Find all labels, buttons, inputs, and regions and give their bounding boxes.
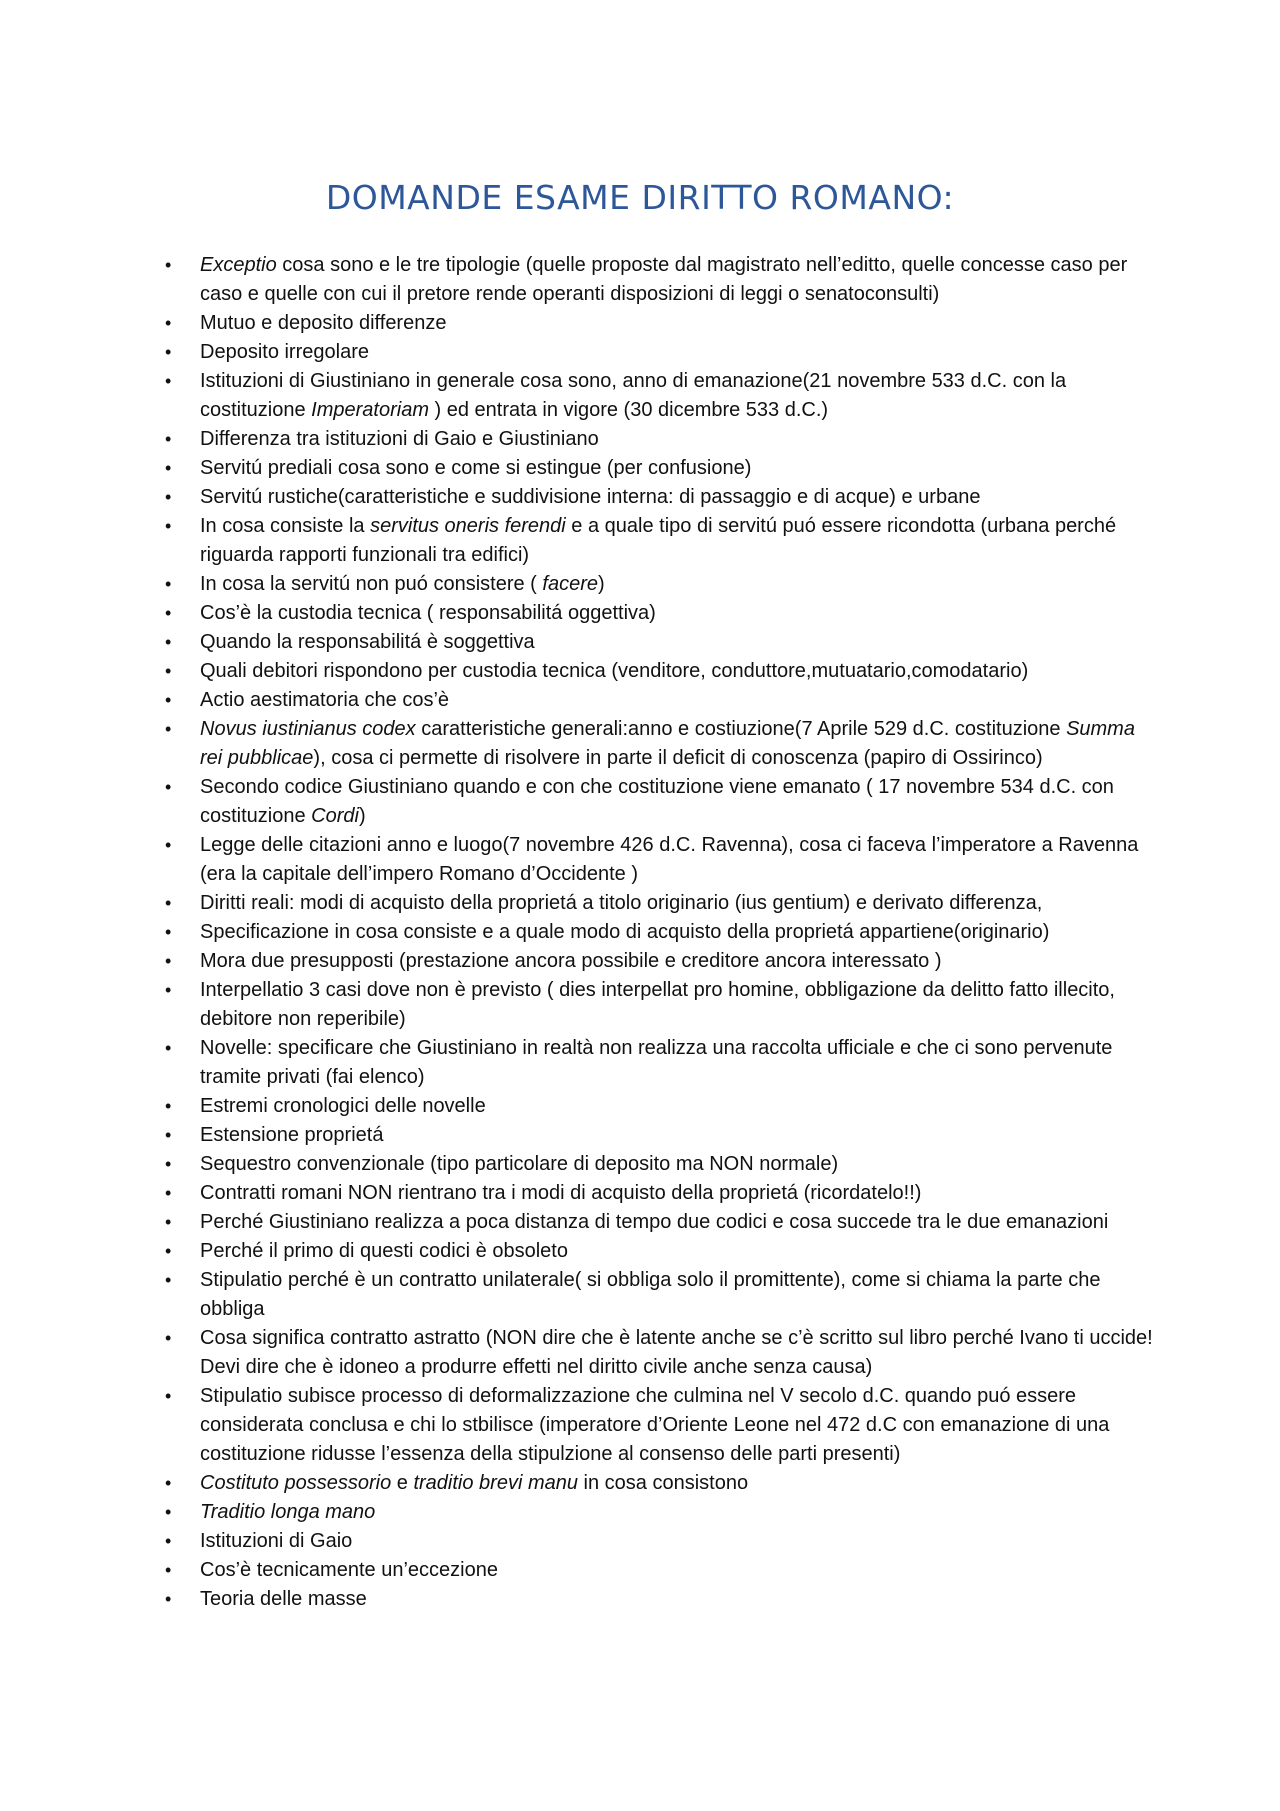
question-text: Sequestro convenzionale (tipo particolare di deposito ma NON normale) [200,1153,839,1175]
question-item [165,831,1160,889]
question-text: Istituzioni di Gaio [200,1530,353,1552]
bullet-icon: • [165,1502,172,1522]
question-item [165,947,1160,976]
question-text: Estremi cronologici delle novelle [200,1095,486,1117]
bullet-icon: • [165,1560,172,1580]
bullet-icon: • [165,313,172,333]
page-title: DOMANDE ESAME DIRITTO ROMANO: [325,178,955,217]
question-text: Stipulatio subisce processo di deformalizzazione che culmina nel V secolo d.C. quando puó essere considerata conclusa e chi lo stbilisce (imperatore d’Oriente Leone nel 472 d.C con emanazione di una costituzione ridusse l’essenza della stipulzione al consenso delle parti presenti) [200,1385,1110,1465]
question-text-italic: Novus iustinianus codex [200,718,416,740]
question-item [165,425,1160,454]
question-text: Mora due presupposti (prestazione ancora possibile e creditore ancora interessato ) [200,950,942,972]
bullet-icon: • [165,1183,172,1203]
question-text: ) [598,573,605,595]
question-item [165,1527,1160,1556]
question-text: Deposito irregolare [200,341,369,363]
question-text: Estensione proprietá [200,1124,384,1146]
question-text: Interpellatio 3 casi dove non è previsto ( dies interpellat pro homine, obbligazione da delitto fatto illecito, debitore non reperibile) [200,979,1115,1030]
question-text: Legge delle citazioni anno e luogo(7 novembre 426 d.C. Ravenna), cosa ci faceva l’imperatore a Ravenna (era la capitale dell’impero Romano d’Occidente ) [200,834,1139,885]
bullet-icon: • [165,516,172,536]
bullet-icon: • [165,429,172,449]
bullet-icon: • [165,951,172,971]
bullet-icon: • [165,1328,172,1348]
bullet-icon: • [165,1038,172,1058]
question-item [165,483,1160,512]
question-text-italic: Traditio longa mano [200,1501,376,1523]
question-text: Specificazione in cosa consiste e a quale modo di acquisto della proprietá appartiene(originario) [200,921,1050,943]
question-item [165,1585,1160,1614]
question-item [165,1121,1160,1150]
question-item [165,512,1160,570]
question-text: Differenza tra istituzioni di Gaio e Giustiniano [200,428,599,450]
bullet-icon: • [165,922,172,942]
question-item [165,367,1160,425]
question-item [165,773,1160,831]
bullet-icon: • [165,835,172,855]
question-text: Cos’è tecnicamente un’eccezione [200,1559,498,1581]
question-text-italic: Exceptio [200,254,277,276]
question-item [165,1498,1160,1527]
question-text: Servitú prediali cosa sono e come si estingue (per confusione) [200,457,752,479]
bullet-icon: • [165,255,172,275]
bullet-icon: • [165,1386,172,1406]
question-item [165,628,1160,657]
question-text: e a quale tipo di servitú puó essere ricondotta (urbana perché riguarda rapporti funzionali tra edifici) [200,515,1117,566]
bullet-icon: • [165,1125,172,1145]
bullet-icon: • [165,1531,172,1551]
bullet-icon: • [165,1270,172,1290]
question-item [165,918,1160,947]
question-text: ) [358,805,366,827]
question-item [165,570,1160,599]
question-text: In cosa consiste la [200,515,371,537]
question-item [165,686,1160,715]
question-text: caratteristiche generali:anno e costiuzione(7 Aprile 529 d.C. costituzione [415,718,1067,740]
bullet-icon: • [165,487,172,507]
bullet-icon: • [165,1212,172,1232]
bullet-icon: • [165,1154,172,1174]
bullet-icon: • [165,690,172,710]
question-item [165,1556,1160,1585]
question-item [165,715,1160,773]
question-text: Perché il primo di questi codici è obsoleto [200,1240,568,1262]
bullet-icon: • [165,1096,172,1116]
question-text: ) ed entrata in vigore (30 dicembre 533 d.C.) [428,399,829,421]
question-item [165,599,1160,628]
bullet-icon: • [165,661,172,681]
bullet-icon: • [165,574,172,594]
question-text-italic: traditio brevi manu [413,1472,578,1494]
question-item [165,251,1160,309]
question-text: Perché Giustiniano realizza a poca distanza di tempo due codici e cosa succede tra le due emanazioni [200,1211,1109,1233]
question-text-italic: Summa rei pubblicae [200,718,1135,769]
question-item [165,1150,1160,1179]
question-item [165,889,1160,918]
question-text: Mutuo e deposito differenze [200,312,447,334]
bullet-icon: • [165,893,172,913]
question-list [165,251,1160,1614]
question-text: Teoria delle masse [200,1588,367,1610]
bullet-icon: • [165,603,172,623]
bullet-icon: • [165,371,172,391]
question-text: In cosa la servitú non puó consistere ( [200,573,543,595]
question-item [165,1382,1160,1469]
question-item [165,1469,1160,1498]
question-text: Quali debitori rispondono per custodia tecnica (venditore, conduttore,mutuatario,comodatario) [200,660,1029,682]
question-text: Istituzioni di Giustiniano in generale cosa sono, anno di emanazione(21 novembre 533 d.C. con la costituzione [200,370,1067,421]
question-item [165,657,1160,686]
question-text: Servitú rustiche(caratteristiche e suddivisione interna: di passaggio e di acque) e urbane [200,486,981,508]
bullet-icon: • [165,342,172,362]
question-item [165,1034,1160,1092]
question-item [165,1237,1160,1266]
question-text: in cosa consistono [577,1472,749,1494]
question-text: Actio aestimatoria che cos’è [200,689,450,711]
question-text: cosa sono e le tre tipologie (quelle proposte dal magistrato nell’editto, quelle concesse caso per caso e quelle con cui il pretore rende operanti disposizioni di leggi o senatoconsulti) [200,254,1128,305]
question-text: Contratti romani NON rientrano tra i modi di acquisto della proprietá (ricordatelo!!) [200,1182,922,1204]
question-item [165,338,1160,367]
question-text: Quando la responsabilitá è soggettiva [200,631,535,653]
question-text-italic: Costituto possessorio [200,1472,392,1494]
question-item [165,1179,1160,1208]
bullet-icon: • [165,458,172,478]
question-text: e [391,1472,414,1494]
bullet-icon: • [165,1241,172,1261]
question-text: Novelle: specificare che Giustiniano in realtà non realizza una raccolta ufficiale e che ci sono pervenute tramite privati (fai elenco) [200,1037,1113,1088]
question-item [165,1266,1160,1324]
bullet-icon: • [165,1589,172,1609]
bullet-icon: • [165,980,172,1000]
question-text: Cosa significa contratto astratto (NON dire che è latente anche se c’è scritto sul libro perché Ivano ti uccide! Devi dire che è idoneo a produrre effetti nel diritto civile anche senza causa) [200,1327,1153,1378]
question-item [165,976,1160,1034]
question-item [165,1324,1160,1382]
bullet-icon: • [165,1473,172,1493]
question-item [165,1092,1160,1121]
question-text: Diritti reali: modi di acquisto della proprietá a titolo originario (ius gentium) e derivato differenza, [200,892,1043,914]
question-text-italic: Cordi [311,805,359,827]
bullet-icon: • [165,719,172,739]
question-item [165,309,1160,338]
bullet-icon: • [165,632,172,652]
question-text-italic: Imperatoriam [311,399,429,421]
question-text-italic: servitus oneris ferendi [370,515,566,537]
question-text-italic: facere [542,573,598,595]
question-item [165,1208,1160,1237]
question-text: Secondo codice Giustiniano quando e con che costituzione viene emanato ( 17 novembre 534 d.C. con costituzione [200,776,1114,827]
question-text: Stipulatio perché è un contratto unilaterale( si obbliga solo il promittente), come si chiama la parte che obbliga [200,1269,1101,1320]
question-text: ), cosa ci permette di risolvere in parte il deficit di conoscenza (papiro di Ossirinco) [313,747,1043,769]
bullet-icon: • [165,777,172,797]
question-item [165,454,1160,483]
question-text: Cos’è la custodia tecnica ( responsabilitá oggettiva) [200,602,656,624]
